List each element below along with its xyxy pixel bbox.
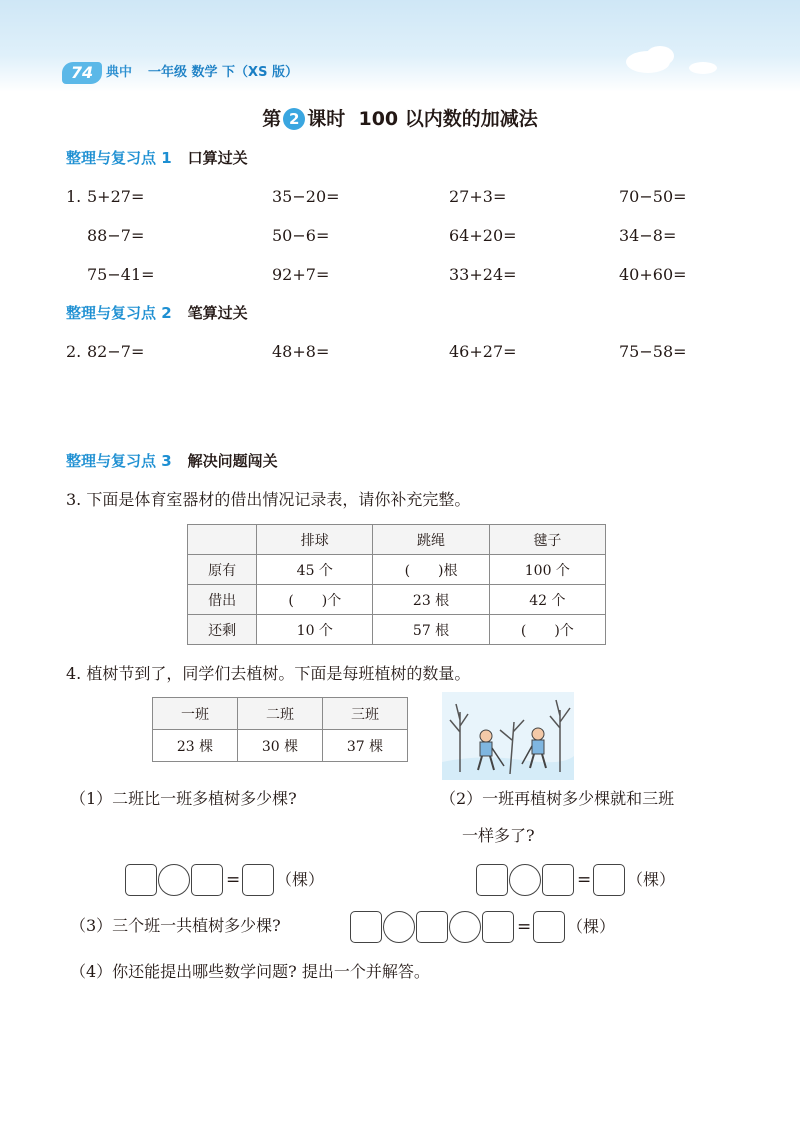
- oral-calc-item: 88−7=: [87, 226, 145, 245]
- table-cell: ( )根: [373, 555, 489, 585]
- answer-box[interactable]: [482, 911, 514, 943]
- table-cell: ( )个: [257, 585, 373, 615]
- lesson-title: [0, 104, 800, 131]
- brand-logo: 典中: [106, 65, 133, 80]
- section3-subtitle: 解决问题闯关: [187, 452, 278, 470]
- answer-box[interactable]: [542, 864, 574, 896]
- table-row: [188, 615, 606, 645]
- q3-text: 3. 下面是体育室器材的借出情况记录表，请你补充完整。: [66, 490, 471, 509]
- page-number: 74: [62, 62, 102, 84]
- table-row: [153, 730, 408, 762]
- row-header: 原有: [188, 555, 257, 585]
- oral-calc-item: 50−6=: [272, 226, 330, 245]
- q4-text: 4. 植树节到了，同学们去植树。下面是每班植树的数量。: [66, 664, 471, 683]
- row-header: 还剩: [188, 615, 257, 645]
- unit-label: （棵）: [276, 870, 325, 889]
- table-header: 二班: [238, 698, 323, 730]
- written-calc-item: 48+8=: [272, 342, 330, 361]
- table-cell: 37 棵: [323, 730, 408, 762]
- lesson-name: 100 以内数的加减法: [358, 108, 538, 130]
- equals-sign: =: [226, 870, 241, 890]
- section3-tag: 整理与复习点 3: [66, 452, 172, 470]
- section1-subtitle: 口算过关: [187, 149, 248, 167]
- table-header: 三班: [323, 698, 408, 730]
- section1-heading: [66, 147, 248, 169]
- operator-circle[interactable]: [383, 911, 415, 943]
- q4-part2-line2: 一样多了?: [462, 826, 535, 845]
- oral-calc-item: 40+60=: [619, 265, 687, 284]
- tree-planting-table: [152, 697, 408, 762]
- table-row: [188, 555, 606, 585]
- table-row: [153, 698, 408, 730]
- table-cell: 45 个: [257, 555, 373, 585]
- unit-label: （棵）: [567, 917, 616, 936]
- equals-sign: =: [577, 870, 592, 890]
- row-header: 借出: [188, 585, 257, 615]
- book-title: 一年级 数学 下（XS 版）: [148, 65, 298, 80]
- section2-subtitle: 笔算过关: [187, 304, 248, 322]
- table-cell: 23 棵: [153, 730, 238, 762]
- unit-label: （棵）: [627, 870, 676, 889]
- lesson-prefix: 第: [262, 108, 282, 130]
- table-cell: [188, 525, 257, 555]
- section2-heading: [66, 302, 248, 324]
- table-row: [188, 585, 606, 615]
- written-calc-item: 75−58=: [619, 342, 687, 361]
- answer-box[interactable]: [533, 911, 565, 943]
- table-header: 一班: [153, 698, 238, 730]
- equipment-record-table: [187, 524, 606, 645]
- table-header: 毽子: [489, 525, 605, 555]
- table-cell: ( )个: [489, 615, 605, 645]
- answer-box[interactable]: [242, 864, 274, 896]
- q4-part4: （4）你还能提出哪些数学问题? 提出一个并解答。: [70, 962, 430, 981]
- equals-sign: =: [517, 917, 532, 937]
- section3-heading: [66, 450, 278, 472]
- lesson-suffix: 课时: [307, 108, 346, 130]
- oral-calc-item: 70−50=: [619, 187, 687, 206]
- oral-calc-item: 27+3=: [449, 187, 507, 206]
- answer-box[interactable]: [350, 911, 382, 943]
- table-header: 跳绳: [373, 525, 489, 555]
- q1-label: 1.: [66, 187, 82, 206]
- answer-box[interactable]: [476, 864, 508, 896]
- oral-calc-item: 33+24=: [449, 265, 517, 284]
- q4-part2-line1: （2）一班再植树多少棵就和三班: [440, 789, 675, 808]
- oral-calc-item: 92+7=: [272, 265, 330, 284]
- table-cell: 57 根: [373, 615, 489, 645]
- cloud-icon: [618, 42, 728, 82]
- table-cell: 42 个: [489, 585, 605, 615]
- oral-calc-item: 64+20=: [449, 226, 517, 245]
- lesson-number-badge: 2: [283, 108, 305, 130]
- answer-box[interactable]: [416, 911, 448, 943]
- answer-box[interactable]: [593, 864, 625, 896]
- table-row: [188, 525, 606, 555]
- table-cell: 100 个: [489, 555, 605, 585]
- section2-tag: 整理与复习点 2: [66, 304, 172, 322]
- table-cell: 23 根: [373, 585, 489, 615]
- written-calc-item: 46+27=: [449, 342, 517, 361]
- table-cell: 10 个: [257, 615, 373, 645]
- q2-label: 2.: [66, 342, 82, 361]
- answer-box[interactable]: [125, 864, 157, 896]
- operator-circle[interactable]: [449, 911, 481, 943]
- oral-calc-item: 75−41=: [87, 265, 155, 284]
- operator-circle[interactable]: [158, 864, 190, 896]
- table-cell: 30 棵: [238, 730, 323, 762]
- table-header: 排球: [257, 525, 373, 555]
- oral-calc-item: 34−8=: [619, 226, 677, 245]
- answer-box[interactable]: [191, 864, 223, 896]
- q4-part3: （3）三个班一共植树多少棵?: [70, 916, 281, 935]
- oral-calc-item: 35−20=: [272, 187, 340, 206]
- operator-circle[interactable]: [509, 864, 541, 896]
- written-calc-item: 82−7=: [87, 342, 145, 361]
- oral-calc-item: 5+27=: [87, 187, 145, 206]
- q4-part1: （1）二班比一班多植树多少棵?: [70, 789, 297, 808]
- section1-tag: 整理与复习点 1: [66, 149, 172, 167]
- tree-planting-illustration-icon: [442, 692, 574, 780]
